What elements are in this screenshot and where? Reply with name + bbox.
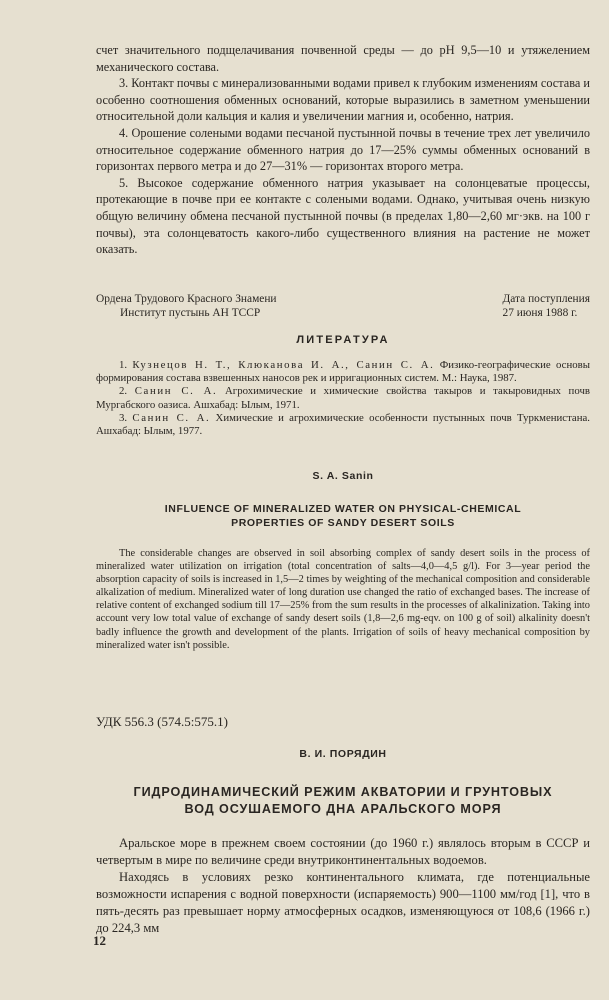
udc-code: УДК 556.3 (574.5:575.1) bbox=[96, 714, 228, 729]
literature-section bbox=[96, 334, 590, 438]
paragraph-conclusion-3: 3. Контакт почвы с минерализованными водами привел к глубоким изменениям состава и особенно соотношения обменных оснований, которые выразились в заметном уменьшении относительной доли кальция и калия и увеличении магния и, особенно, натрия. bbox=[96, 76, 590, 124]
reference-text: Химические и агрохимические особенности пустынных почв Туркменистана. Ашхабад: Ылым, 1977. bbox=[96, 411, 590, 438]
paragraph-continuation: счет значительного подщелачивания почвенной среды — до pH 9,5—10 и утяжелением механического состава. bbox=[96, 43, 590, 74]
received-date bbox=[503, 292, 590, 320]
abstract-title-line1: INFLUENCE OF MINERALIZED WATER ON PHYSICAL-CHEMICAL bbox=[164, 503, 522, 515]
paragraph-conclusion-5: 5. Высокое содержание обменного натрия указывает на солонцеватые процессы, протекающие в почве при ее контакте с солеными водами. Однако, учитывая очень низкую общую величину обмена песчаной пустынной почвы (в пределах 1,80—2,60 мг·экв. на 100 г почвы), эта солонцеватость какого-либо существенного влияния на растение не может оказать. bbox=[96, 175, 590, 257]
institution-line1: Ордена Трудового Красного Знамени bbox=[96, 293, 277, 305]
abstract-text: The considerable changes are observed in soil absorbing complex of sandy desert soils in the process of mineralized water utilization on irrigation (total concentration of salts—4,0—4,5 g/l). For 3—year period the absorption capacity of soils is increased in 1,5—2 times by weighting of the mechanical composition and considerable alkalization of medium. Mineralized water of long duration use changed the ratio of exchanged bases. The increase of relative content of exchanged sodium till 17—25% from the sum results in the processes of alkalinization. Taking into account very low total value of exchange of sandy desert soils (1,8—2,6 mg-eqv. on 100 g of soil) alkalinity doesn't badly influence the growth and development of the plants. Irrigation of soils of heavy mechanical composition by mineralized water isn't possible. bbox=[96, 548, 590, 651]
reference-author: Санин С. А. bbox=[132, 411, 211, 424]
institution-line2: Институт пустынь АН ТССР bbox=[120, 307, 261, 319]
literature-heading: ЛИТЕРАТУРА bbox=[296, 334, 390, 346]
reference-author: Санин С. А. bbox=[134, 385, 218, 398]
english-abstract bbox=[96, 470, 590, 652]
article-paragraph-2: Находясь в условиях резко континентального климата, где потенциальные возможности испарения с водной поверхности (испаряемость) 900—1100 мм/год [1], что в пять-десять раз превышает норму атмосферных осадков, изменяющуюся от 108,6 (1966 г.) до 224,3 мм bbox=[96, 870, 590, 935]
institution bbox=[96, 292, 277, 320]
reference-item bbox=[96, 412, 590, 438]
page-number: 12 bbox=[93, 933, 106, 948]
article-title-line2: ВОД ОСУШАЕМОГО ДНА АРАЛЬСКОГО МОРЯ bbox=[184, 802, 502, 816]
article-author: В. И. ПОРЯДИН bbox=[299, 748, 387, 760]
reference-number: 2. bbox=[119, 385, 128, 398]
received-date-value: 27 июня 1988 г. bbox=[502, 307, 578, 319]
abstract-author: S. A. Sanin bbox=[312, 470, 374, 482]
received-date-label: Дата поступления bbox=[502, 293, 590, 305]
reference-text: Агрохимические и химические свойства такыров и такыровидных почв Мургабского оазиса. Ашхабад: Ылым, 1971. bbox=[96, 385, 590, 411]
next-article bbox=[96, 714, 590, 937]
conclusions-section bbox=[96, 42, 590, 258]
abstract-title-line2: PROPERTIES OF SANDY DESERT SOILS bbox=[231, 517, 455, 529]
reference-text: Физико-географические основы формирования состава взвешенных наносов рек и ирригационных систем. М.: Наука, 1987. bbox=[96, 359, 591, 385]
reference-number: 1. bbox=[119, 359, 128, 371]
reference-number: 3. bbox=[119, 411, 128, 424]
affiliation-block bbox=[96, 292, 590, 320]
article-paragraph-1: Аральское море в прежнем своем состоянии (до 1960 г.) являлось вторым в СССР и четвертым в мире по величине среди внутриконтинентальных водоемов. bbox=[96, 836, 590, 867]
reference-item bbox=[96, 359, 590, 385]
article-title-line1: ГИДРОДИНАМИЧЕСКИЙ РЕЖИМ АКВАТОРИИ И ГРУНТОВЫХ bbox=[133, 785, 553, 799]
reference-author: Кузнецов Н. Т., Клюканова И. А., Санин С. А. bbox=[132, 359, 435, 371]
reference-item bbox=[96, 385, 590, 411]
paragraph-conclusion-4: 4. Орошение солеными водами песчаной пустынной почвы в течение трех лет увеличило относительное содержание обменного натрия до 17—25% суммы обменных оснований в горизонтах первого метра и до 27—31% — горизонтах второго метра. bbox=[96, 125, 590, 174]
